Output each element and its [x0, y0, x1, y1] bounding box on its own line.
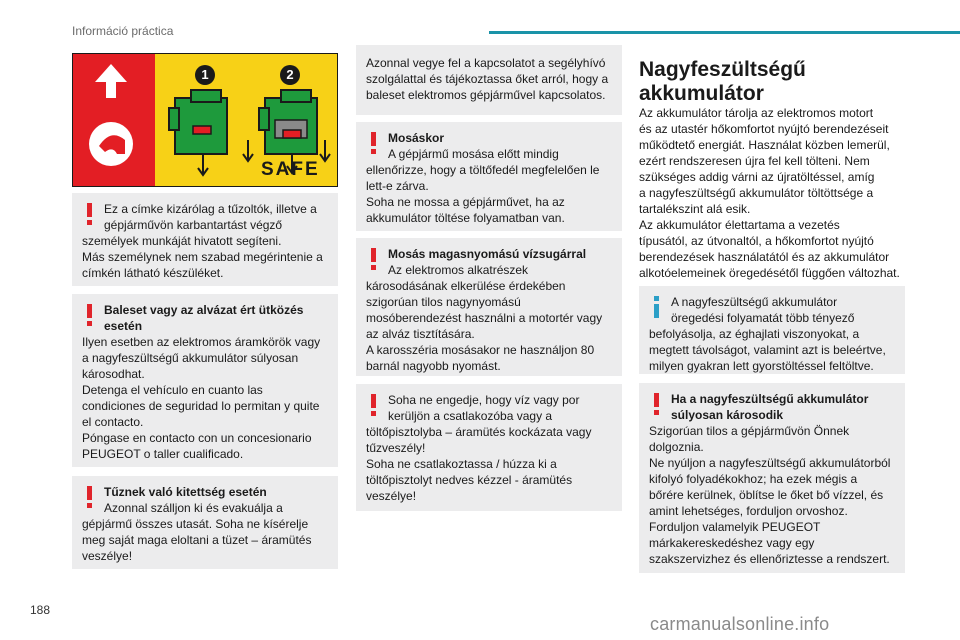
section-title: Információ práctica: [72, 24, 174, 38]
text-line: A karosszéria mosásakor ne használjon 80: [366, 343, 595, 357]
text-line: szolgálattal és tájékoztassa őket arról, hogy a: [366, 72, 609, 86]
text-line: szigorúan tilos nagynyomású: [366, 295, 521, 309]
heading-line: akkumulátor: [639, 82, 764, 105]
text-line: károsodásának elkerülése érdekében: [366, 279, 566, 293]
text-line: ezért rendszeresen újra fel kell tölteni. Nem: [639, 154, 870, 168]
heading-line: Nagyfeszültségű: [639, 58, 806, 81]
text-line: Azonnal vegye fel a kapcsolatot a segélyhívó: [366, 56, 606, 70]
warning-box-fire: [72, 476, 338, 569]
text-line: tűzveszély!: [366, 441, 426, 455]
text-line: mosóberendezést használni a motortér vagy: [366, 311, 603, 325]
text-line: Más személynek nem szabad megérintenie a: [82, 250, 323, 264]
text-line: kerüljön a csatlakozóba vagy a: [388, 409, 553, 423]
text-line: baleset elektromos gépjárművel kapcsolatos.: [366, 88, 606, 102]
text-line: veszélye!: [82, 549, 133, 563]
badge-1: 1: [195, 65, 215, 85]
text-line: veszélye!: [366, 489, 417, 503]
text-line: károsodhat.: [82, 367, 145, 381]
text-line: gépjárművön karbantartást végző: [104, 218, 283, 232]
text-line: az alváz tisztítására.: [366, 327, 475, 341]
box-heading: Baleset vagy az alvázat ért ütközés: [104, 303, 304, 317]
text-line: töltőpisztolyba – áramütés kockázata vagy: [366, 425, 592, 439]
text-line: amint lehetséges, forduljon orvoshoz.: [649, 504, 848, 518]
box-heading: súlyosan károsodik: [671, 408, 784, 422]
text-line: berendezések használatától és az akkumulátor: [639, 250, 890, 264]
emergency-label-figure: [72, 53, 338, 187]
text-line: öregedési folyamatát több tényező: [671, 311, 855, 325]
text-line: típusától, az útvonaltól, a hőkomfortot nyújtó: [639, 234, 874, 248]
safe-label: SAFE: [261, 159, 320, 180]
text-line: barnál nagyobb nyomást.: [366, 359, 501, 373]
text-line: Az akkumulátor élettartama a vezetés: [639, 218, 840, 232]
text-line: Ilyen esetben az elektromos áramkörök vagy: [82, 335, 321, 349]
warning-box-accident: [72, 294, 338, 467]
text-line: a nagyfeszültségű akkumulátor töltöttsége a: [639, 186, 874, 200]
text-line: Soha ne csatlakoztassa / húzza ki a: [366, 457, 557, 471]
box-heading: Tűznek való kitettség esetén: [104, 485, 267, 499]
box-heading: Mosáskor: [388, 131, 445, 145]
info-box-aging: [639, 286, 905, 374]
text-line: márkakereskedéshez vagy egy: [649, 536, 815, 550]
warning-box-battery-damage: [639, 383, 905, 573]
watermark: carmanualsonline.info: [650, 614, 830, 634]
text-box-emergency-call: [356, 45, 622, 115]
text-line: Szigorúan tilos a gépjárművön Önnek: [649, 424, 850, 438]
warning-box-water-connector: [356, 384, 622, 511]
text-line: Soha ne engedje, hogy víz vagy por: [388, 393, 580, 407]
warning-icon: [86, 486, 93, 508]
text-line: és az utastér hőkomfortot nyújtó berendezéseit: [639, 122, 889, 136]
info-icon: [653, 296, 660, 318]
text-line: Soha ne mossa a gépjárművet, ha az: [366, 195, 565, 209]
text-line: dolgoznia.: [649, 440, 704, 454]
warning-box-washing: [356, 122, 622, 231]
yellow-panel: [155, 54, 337, 186]
page-number: 188: [30, 603, 51, 617]
text-line: ellenőrizze, hogy a töltőfedél megfelelően le: [366, 163, 600, 177]
text-line: Ez a címke kizárólag a tűzoltók, illetve a: [104, 202, 317, 216]
text-line: Forduljon valamelyik PEUGEOT: [649, 520, 821, 534]
warning-box-firefighters: [72, 193, 338, 286]
warning-icon: [86, 304, 93, 326]
text-line: el contacto.: [82, 415, 144, 429]
text-line: alkotóelemeinek öregedésétől függően változhat.: [639, 266, 900, 280]
text-line: a nagyfeszültségű akkumulátor súlyosan: [82, 351, 299, 365]
text-line: Azonnal szálljon ki és evakuálja a: [104, 501, 283, 515]
warning-icon: [370, 132, 377, 154]
text-line: milyen gyakran lett gyorstöltéssel feltöltve.: [649, 359, 874, 373]
text-line: kifolyó folyadékokhoz; ha ezek mégis a: [649, 472, 858, 486]
text-line: szakszervizhez és ellenőriztesse a rendszert.: [649, 552, 890, 566]
warning-icon: [370, 248, 377, 270]
text-line: megtett távolságot, valamint azt is beleértve,: [649, 343, 886, 357]
text-line: Póngase en contacto con un concesionario: [82, 431, 312, 445]
text-line: tartalékszint alá esik.: [639, 202, 751, 216]
box-heading: esetén: [104, 319, 143, 333]
text-line: akkumulátor töltése folyamatban van.: [366, 211, 565, 225]
text-line: PEUGEOT o taller cualificado.: [82, 447, 244, 461]
text-line: meg saját maga eloltani a tüzet – áramütés: [82, 533, 312, 547]
warning-box-pressure-washing: [356, 238, 622, 376]
text-line: Az elektromos alkatrészek: [388, 263, 529, 277]
section-heading: [639, 58, 806, 106]
text-line: szükséges addig várni az újratöltéssel, amíg: [639, 170, 875, 184]
body-text: [639, 105, 905, 281]
text-line: Detenga el vehículo en cuanto las: [82, 383, 263, 397]
text-line: A gépjármű mosása előtt mindig: [388, 147, 559, 161]
red-panel: [73, 54, 155, 186]
warning-icon: [653, 393, 660, 415]
text-line: Az akkumulátor tárolja az elektromos motort: [639, 106, 874, 120]
header-accent-bar: [489, 31, 960, 34]
text-line: A nagyfeszültségű akkumulátor: [671, 295, 838, 309]
text-line: címkén látható készüléket.: [82, 266, 224, 280]
text-line: Ne nyúljon a nagyfeszültségű akkumulátorból: [649, 456, 891, 470]
text-line: személyek munkáját hivatott segíteni.: [82, 234, 282, 248]
warning-icon: [370, 394, 377, 416]
text-line: condiciones de seguridad lo permitan y quite: [82, 399, 320, 413]
text-line: bőrére kerülnek, öblítse le őket bő vízzel, és: [649, 488, 884, 502]
text-line: gépjármű összes utasát. Soha ne kísérelje: [82, 517, 309, 531]
box-heading: Mosás magasnyomású vízsugárral: [388, 247, 587, 261]
text-line: befolyásolja, az éghajlati viszonyokat, a: [649, 327, 860, 341]
text-line: lett-e zárva.: [366, 179, 429, 193]
text-line: működtető energiát. Használat közben lemerül,: [639, 138, 890, 152]
warning-symbols-icon: [73, 54, 155, 186]
text-line: töltőpisztolyt nedves kézzel - áramütés: [366, 473, 573, 487]
badge-2: 2: [280, 65, 300, 85]
box-heading: Ha a nagyfeszültségű akkumulátor: [671, 392, 869, 406]
warning-icon: [86, 203, 93, 225]
